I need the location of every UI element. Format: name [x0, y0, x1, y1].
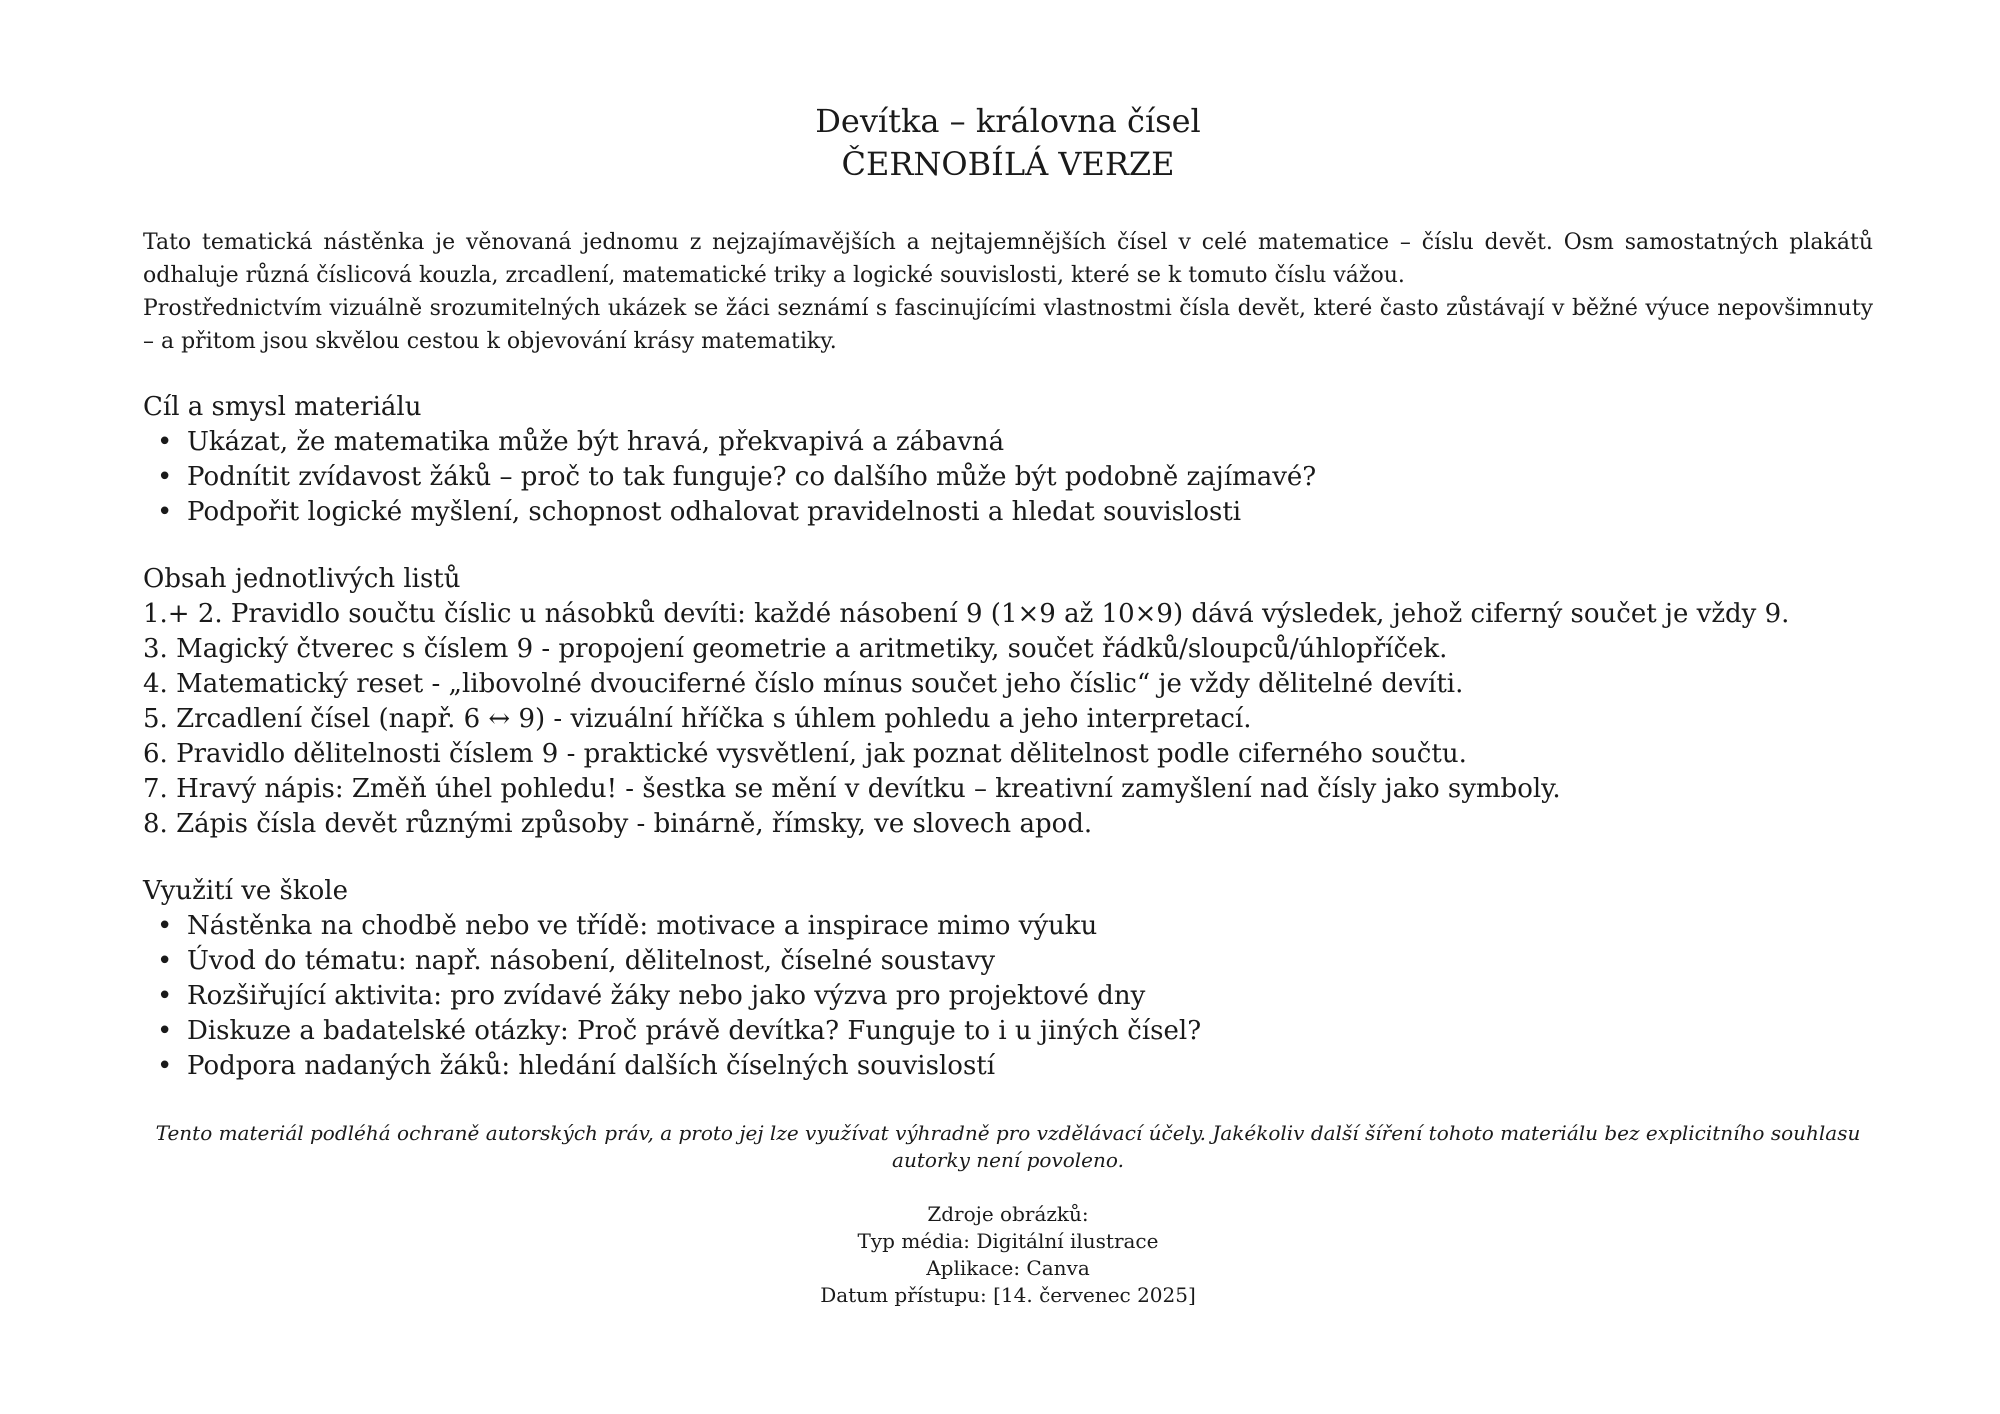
list-item: 7. Hravý nápis: Změň úhel pohledu! - šestka se mění v devítku – kreativní zamyšlení nad čísly jako symboly. — [143, 774, 1561, 804]
sources-application: Aplikace: Canva — [926, 1256, 1090, 1280]
copyright-notice: Tento materiál podléhá ochraně autorských práv, a proto jej lze využívat výhradně pro vzdělávací účely. Jakékoliv další šíření tohoto materiálu bez explicitního souhlasu autorky není povoleno. — [155, 1121, 1861, 1172]
contents-section — [143, 562, 1873, 842]
list-item: 3. Magický čtverec s číslem 9 - propojení geometrie a aritmetiky, součet řádků/sloupců/úhlopříček. — [143, 634, 1448, 664]
list-item: • Nástěnka na chodbě nebo ve třídě: motivace a inspirace mimo výuku — [187, 909, 1873, 944]
list-item: • Podpora nadaných žáků: hledání dalších číselných souvislostí — [187, 1049, 1873, 1084]
section-heading: Obsah jednotlivých listů — [143, 564, 461, 594]
list-item: • Podpořit logické myšlení, schopnost odhalovat pravidelnosti a hledat souvislosti — [187, 495, 1873, 530]
list-item: 1.+ 2. Pravidlo součtu číslic u násobků devíti: každé násobení 9 (1×9 až 10×9) dává výsledek, jehož ciferný součet je vždy 9. — [143, 599, 1790, 629]
page-subtitle: ČERNOBÍLÁ VERZE — [841, 145, 1175, 183]
intro-text — [143, 226, 1873, 358]
list-item: 5. Zrcadlení čísel (např. 6 ↔ 9) - vizuální hříčka s úhlem pohledu a jeho interpretací. — [143, 704, 1252, 734]
intro-paragraph: Prostřednictvím vizuálně srozumitelných ukázek se žáci seznámí s fascinujícími vlastnostmi čísla devět, které často zůstávají v běžné výuce nepovšimnuty – a přitom jsou skvělou cestou k objevování krásy matematiky. — [143, 296, 1873, 354]
document-page — [143, 100, 1873, 1309]
goals-section — [143, 390, 1873, 530]
list-item: • Diskuze a badatelské otázky: Proč právě devítka? Funguje to i u jiných čísel? — [187, 1014, 1873, 1049]
sources-access-date: Datum přístupu: [14. červenec 2025] — [820, 1283, 1196, 1307]
list-item: 4. Matematický reset - „libovolné dvouciferné číslo mínus součet jeho číslic“ je vždy dělitelné devíti. — [143, 669, 1464, 699]
section-heading: Využití ve škole — [143, 876, 348, 906]
contents-list — [143, 597, 1873, 842]
list-item: 8. Zápis čísla devět různými způsoby - binárně, římsky, ve slovech apod. — [143, 809, 1093, 839]
intro-paragraph: Tato tematická nástěnka je věnovaná jednomu z nejzajímavějších a nejtajemnějších čísel v celé matematice – číslu devět. Osm samostatných plakátů odhaluje různá číslicová kouzla, zrcadlení, matematické triky a logické souvislosti, které se k tomuto číslu vážou. — [143, 230, 1873, 288]
title-block — [143, 100, 1873, 186]
list-item: • Rozšiřující aktivita: pro zvídavé žáky nebo jako výzva pro projektové dny — [187, 979, 1873, 1014]
list-item: • Ukázat, že matematika může být hravá, překvapivá a zábavná — [187, 425, 1873, 460]
list-item: • Úvod do tématu: např. násobení, dělitelnost, číselné soustavy — [187, 944, 1873, 979]
list-item: • Podnítit zvídavost žáků – proč to tak funguje? co dalšího může být podobně zajímavé? — [187, 460, 1873, 495]
goals-list — [143, 425, 1873, 530]
usage-section — [143, 874, 1873, 1084]
sources-heading: Zdroje obrázků: — [927, 1202, 1089, 1226]
image-sources — [143, 1201, 1873, 1309]
usage-list — [143, 909, 1873, 1084]
sources-media-type: Typ média: Digitální ilustrace — [857, 1229, 1159, 1253]
section-heading: Cíl a smysl materiálu — [143, 392, 422, 422]
page-title: Devítka – královna čísel — [815, 102, 1201, 140]
list-item: 6. Pravidlo dělitelnosti číslem 9 - praktické vysvětlení, jak poznat dělitelnost podle ciferného součtu. — [143, 739, 1467, 769]
